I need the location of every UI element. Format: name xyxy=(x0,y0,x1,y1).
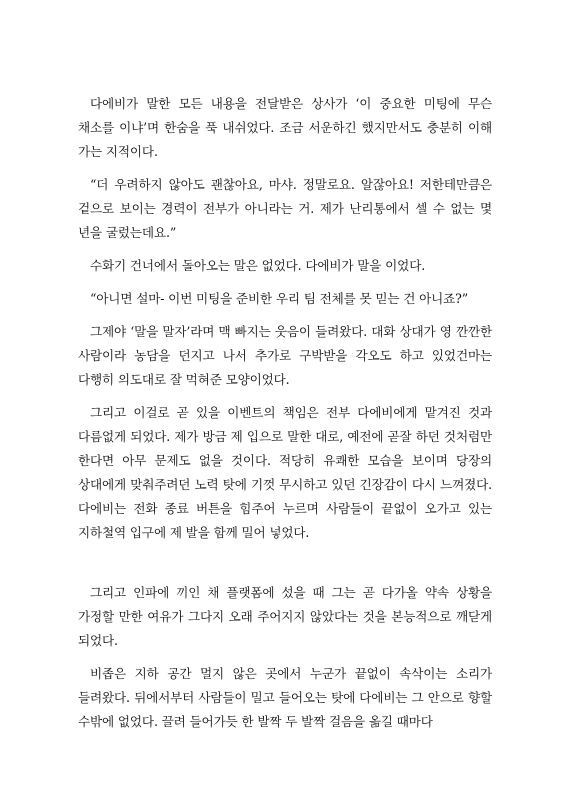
paragraph: 비좁은 지하 공간 멀지 않은 곳에서 누군가 끝없이 속삭이는 소리가 들려왔다. 뒤에서부터 사람들이 밀고 들어오는 탓에 다에비는 그 안으로 향할 수밖에 없었다. 끌려 들어가듯 한 발짝 두 발짝 걸음을 옮길 때마다 xyxy=(78,666,492,729)
paragraph: “더 우려하지 않아도 괜찮아요, 마샤. 정말로요. 알잖아요! 저한테만큼은 겉으로 보이는 경력이 전부가 아니라는 거. 제가 난리통에서 셀 수 없는 몇 년을 굴렀는데요.” xyxy=(78,177,492,240)
paragraph: 그리고 이걸로 곧 있을 이벤트의 책임은 전부 다에비에게 맡겨진 것과 다름없게 되었다. 제가 방금 제 입으로 말한 대로, 예전에 곧잘 하던 것처럼만 한다면 아무 문제도 없을 것이다. 적당히 유쾌한 모습을 보이며 당장의 상대에게 맞춰주려던 노력 탓에 기껏 무시하고 있던 긴장감이 다시 느껴졌다. 다에비는 전화 종료 버튼을 힘주어 누르며 사람들이 끝없이 오가고 있는 지하철역 입구에 제 발을 함께 밀어 넣었다. xyxy=(78,405,492,540)
story-text xyxy=(78,92,492,743)
paragraph: 그제야 ‘말을 말자’라며 맥 빠지는 웃음이 들려왔다. 대화 상대가 영 깐깐한 사람이라 농담을 던지고 나서 추가로 구박받을 각오도 하고 있었건마는 다행히 의도대로 잘 먹혀준 모양이었다. xyxy=(78,324,492,387)
paragraph: “아니면 설마- 이번 미팅을 준비한 우리 팀 전체를 못 믿는 건 아니죠?” xyxy=(90,291,469,306)
paragraph: 그리고 인파에 끼인 채 플랫폼에 섰을 때 그는 곧 다가올 약속 상황을 가정할 만한 여유가 그다지 오래 주어지지 않았다는 것을 본능적으로 깨닫게 되었다. xyxy=(78,585,492,648)
paragraph: 다에비가 말한 모든 내용을 전달받은 상사가 ‘이 중요한 미팅에 무슨 채소를 이냐’며 한숨을 푹 내쉬었다. 조금 서운하긴 했지만서도 충분히 이해 가는 지적이다. xyxy=(78,96,492,159)
paragraph: 수화기 건너에서 돌아오는 말은 없었다. 다에비가 말을 이었다. xyxy=(90,258,426,273)
section-break xyxy=(78,554,492,581)
